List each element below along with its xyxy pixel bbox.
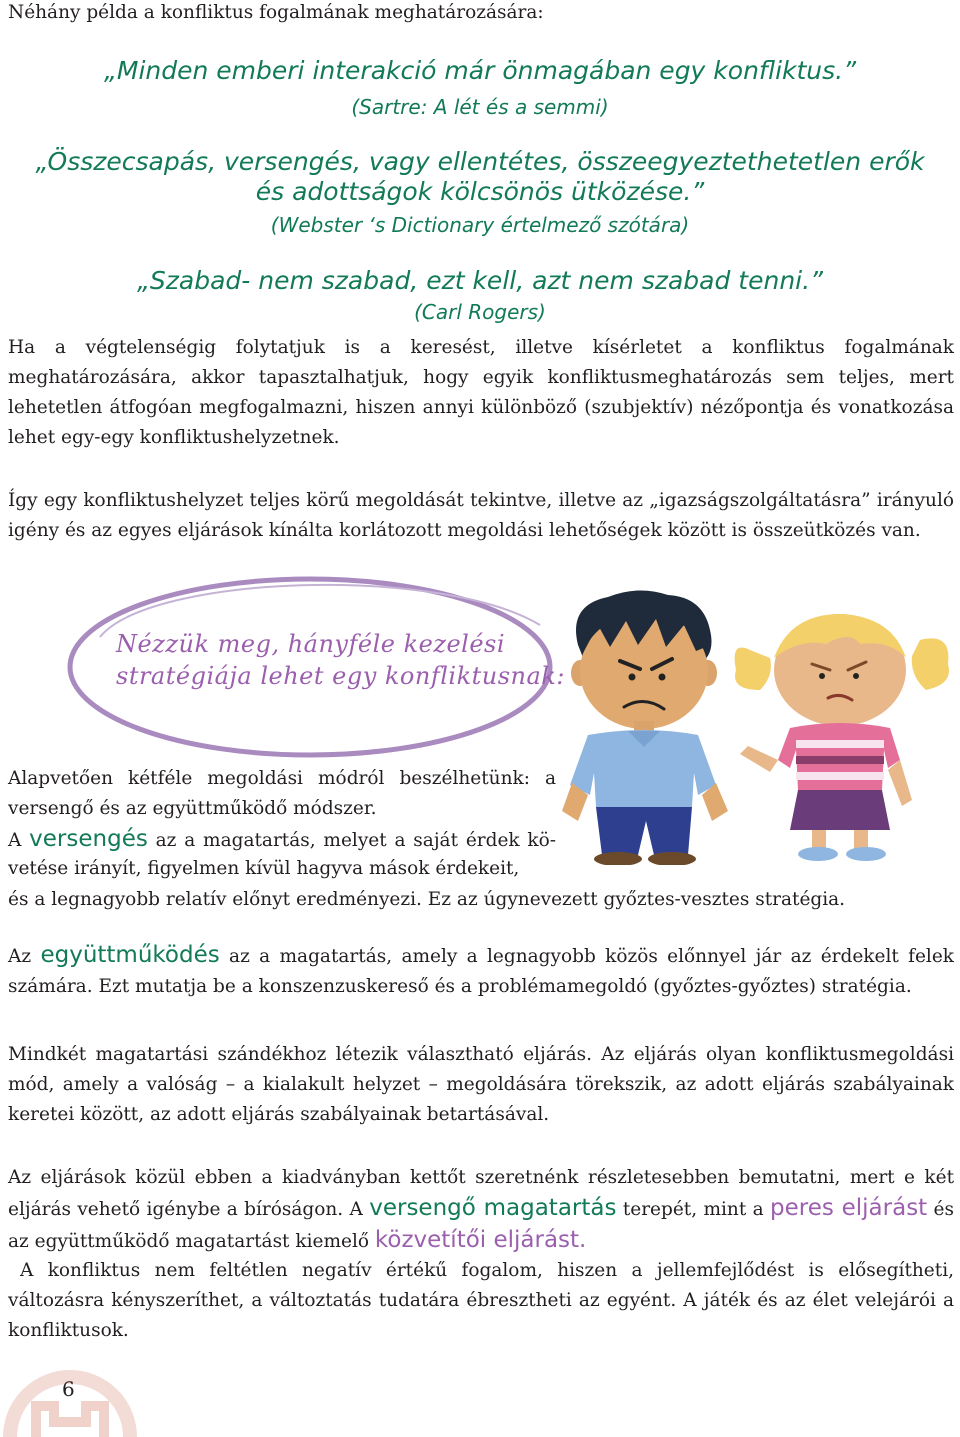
highlight-egyuttmukodes: együttműködés [40, 942, 220, 968]
paragraph-cooperation: Az együttműködés az a magatartás, amely a legnagyobb közös előnnyel jár az érdekelt felek számára. Ezt mutatja be a konszenzuskereső és a problémamegoldó (győztes-győztes) stratégia. [8, 942, 955, 997]
p3-line3: A versengés az a magatartás, melyet a saját érdek kö- [8, 826, 557, 852]
intro-line: Néhány példa a konfliktus fogalmának meghatározására: [8, 2, 544, 23]
quote-webster-line2: és adottságok kölcsönös ütközése.” [255, 177, 705, 206]
quote-sartre: „Minden emberi interakció már önmagában egy konfliktus.” [103, 56, 857, 85]
paragraph-conclusion: A konfliktus nem feltétlen negatív értékű fogalom, hiszen a jellemfejlődést is elősegítheti, változásra kényszeríthet, a változtatás tudatára ébresztheti az egyént. A játék és az élet velejárói a konfliktusok. [8, 1260, 954, 1341]
p3-line4: vetése irányít, figyelmen kívül hagyva mások érdekeit, [8, 858, 520, 879]
highlight-kozvetitoi-eljaras: közvetítői eljárást. [374, 1227, 587, 1253]
quote-webster-source: (Webster ‘s Dictionary értelmező szótára) [270, 213, 690, 237]
paragraph-procedure: Mindkét magatartási szándékhoz létezik választható eljárás. Az eljárás olyan konfliktusmegoldási mód, amely a valóság – a kialakult helyzet – megoldására törekszik, az adott eljárás szabályainak keretei között, az adott eljárás szabályainak betartásával. [8, 1044, 954, 1125]
quote-rogers: „Szabad- nem szabad, ezt kell, azt nem szabad tenni.” [136, 266, 824, 295]
page-number: 6 [62, 1377, 75, 1401]
highlight-versenges: versengés [29, 826, 148, 852]
paragraph-definition: Ha a végtelenségig folytatjuk is a keresést, illetve kísérletet a konfliktus fogalmának meghatározására, akkor tapasztalhatjuk, hogy egyik konfliktusmeghatározás sem teljes, mert lehetetlen átfogóan megfogalmazni, hiszen annyi különböző (szubjektív) nézőpontja és vonatkozása lehet egy-egy konfliktushelyzetnek. [8, 337, 954, 448]
p3-line2: versengő és az együttműködő módszer. [8, 798, 377, 819]
highlight-versengo-magatartas: versengő magatartás [369, 1195, 617, 1221]
quote-rogers-source: (Carl Rogers) [414, 300, 546, 324]
quote-webster-line1: „Összecsapás, versengés, vagy ellentétes, összeegyeztethetetlen erők [35, 147, 925, 176]
quote-sartre-source: (Sartre: A lét és a semmi) [351, 95, 609, 119]
highlight-peres-eljaras: peres eljárást [770, 1195, 928, 1221]
paragraph-court-procedures: Az eljárások közül ebben a kiadványban kettőt szeretnénk részletesebben bemutatni, mert e két eljárás vehető igénybe a bíróságon. A versengő magatartás terepét, mint a peres eljárást és az együttműködő magatartást kiemelő közvetítői eljárást. [8, 1167, 954, 1253]
p3-line1: Alapvetően kétféle megoldási módról beszélhetünk: a [8, 768, 556, 789]
angry-girl-illustration [730, 610, 955, 865]
callout-line1: Nézzük meg, hányféle kezelési [116, 630, 506, 658]
callout-line2: stratégiája lehet egy konfliktusnak: [116, 662, 565, 690]
p3-line5: és a legnagyobb relatív előnyt eredményezi. Ez az úgynevezett győztes-vesztes stratégia. [8, 889, 846, 910]
angry-boy-illustration [548, 585, 748, 865]
paragraph-justice: Így egy konfliktushelyzet teljes körű megoldását tekintve, illetve az „igazságszolgáltatásra” irányuló igény és az egyes eljárások kínálta korlátozott megoldási lehetőségek között is összeütközés van. [8, 490, 954, 541]
